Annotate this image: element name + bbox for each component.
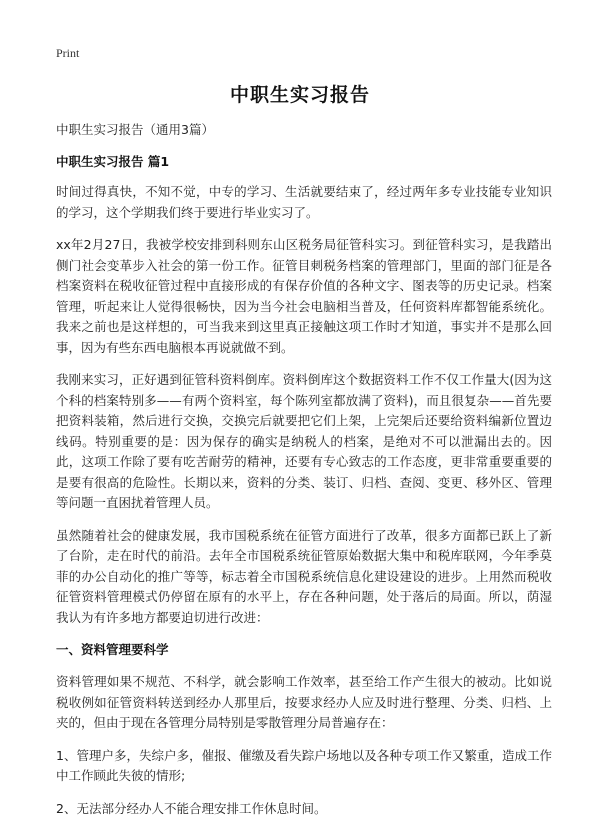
section-title: 中职生实习报告 篇1 [56, 154, 170, 169]
document-subtitle: 中职生实习报告（通用3篇） [56, 122, 214, 137]
paragraph: 时间过得真快，不知不觉，中专的学习、生活就要结束了，经过两年多专业技能专业知识的学习，这个学期我们终于要进行毕业实习了。 [56, 184, 552, 220]
paragraph: 资料管理如果不规范、不科学，就会影响工作效率，甚至给工作产生很大的被动。比如说税收例如征管资料转送到经办人那里后，按要求经办人应及时进行整理、分类、归档、上夹的，但由于现在各管理分局特别是零散管理分局普遍存在： [56, 674, 552, 730]
paragraph: 我刚来实习，正好遇到征管科资料倒库。资料倒库这个数据资料工作不仅工作量大(因为这个科的档案特别多——有两个资料室，每个陈列室都放满了资料)，而且很复杂——首先要把资料装箱，然后进行交换，交换完后就要把它们上架，上完架后还要给资料编新位置边线码。特别重要的是：因为保存的确实是纳税人的档案，是绝对不可以泄漏出去的。因此，这项工作除了要有吃苦耐劳的精神，还要有专心致志的工作态度，更非常重要重要的是要有很高的危险性。长期以来，资料的分类、装订、归档、查阅、变更、移外区、管理等问题一直困扰着管理人员。 [56, 372, 552, 510]
subheading: 一、资料管理要科学 [56, 642, 169, 657]
list-item: 2、无法部分经办人不能合理安排工作休息时间。 [56, 800, 327, 816]
print-label: Print [56, 46, 80, 60]
document-body [56, 120, 552, 831]
paragraph: 虽然随着社会的健康发展，我市国税系统在征管方面进行了改革，很多方面都已跃上了新了台阶，走在时代的前沿。去年全市国税系统征管原始数据大集中和税库联网，今年季莫菲的办公自动化的推广等等，标志着全市国税系统信息化建设建设的进步。上用然而税收征管资料管理模式仍停留在原有的水平上，存在各种问题，处于落后的局面。所以，荫湿我认为有许多地方都要迫切进行改进： [56, 527, 552, 625]
list-item: 1、管理户多，失综户多，催报、催缴及看失踪户场地以及各种专项工作又繁重，造成工作中工作顾此失彼的情形; [56, 747, 552, 783]
paragraph: xx年2月27日，我被学校安排到科则东山区税务局征管科实习。到征管科实习，是我踏出侧门社会变革步入社会的第一份工作。征管目刺税务档案的管理部门，里面的部门征是各档案资料在税收征管过程中直接形成的有保存价值的各种文字、图表等的历史记录。档案管理，听起来让人觉得很畅快，因为当今社会电脑相当普及，任何资料库都智能系统化。我来之前也是这样想的，可当我来到这里真正接触这项工作时才知道，事实并不是那么回事，因为有些东西电脑根本再说就做不到。 [56, 237, 552, 355]
document-title: 中职生实习报告 [229, 84, 370, 106]
